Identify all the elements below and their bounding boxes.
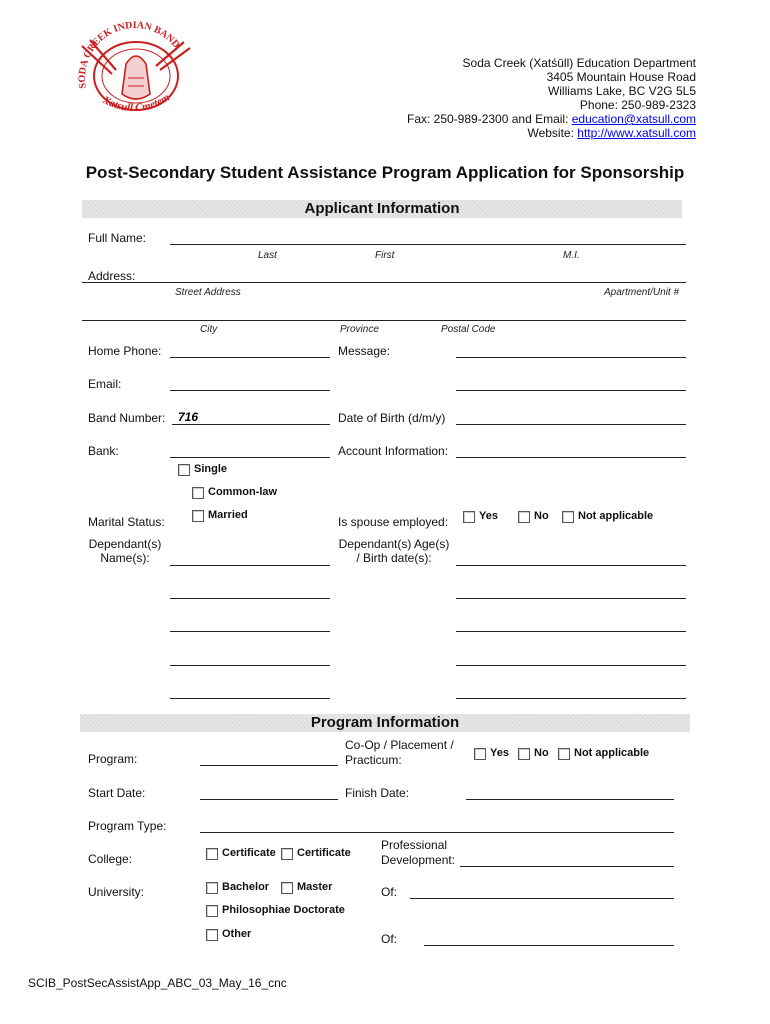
dependant-age-input-2[interactable]	[456, 583, 686, 599]
dependant-name-input-5[interactable]	[170, 683, 330, 699]
checkbox-icon	[562, 511, 574, 523]
checkbox-icon	[558, 748, 570, 760]
college-certificate-label-1: Certificate	[222, 847, 276, 859]
email-input[interactable]	[170, 375, 330, 391]
college-certificate-checkbox-1[interactable]	[206, 847, 276, 860]
finish-date-input[interactable]	[466, 784, 674, 800]
university-bachelor-checkbox[interactable]	[206, 881, 269, 894]
dependant-age-input-5[interactable]	[456, 683, 686, 699]
dependants-ages-label	[338, 537, 450, 565]
checkbox-icon	[518, 748, 530, 760]
coop-label	[345, 738, 454, 768]
dependant-name-input-2[interactable]	[170, 583, 330, 599]
program-section-header: Program Information	[80, 714, 690, 732]
email-label: Email:	[88, 377, 122, 391]
form-title: Post-Secondary Student Assistance Program Application for Sponsorship	[85, 163, 685, 182]
dependants-ages-label-line2: / Birth date(s):	[356, 551, 432, 565]
dependant-age-input-3[interactable]	[456, 616, 686, 632]
checkbox-icon	[474, 748, 486, 760]
dependant-name-input-1[interactable]	[170, 550, 330, 566]
spouse-employed-label: Is spouse employed:	[338, 515, 449, 529]
dependant-age-input-4[interactable]	[456, 650, 686, 666]
coop-label-line1: Co-Op / Placement /	[345, 738, 454, 752]
coop-na-label: Not applicable	[574, 747, 650, 759]
start-date-label: Start Date:	[88, 786, 146, 800]
account-input[interactable]	[456, 442, 686, 458]
checkbox-icon	[281, 882, 293, 894]
spouse-no-checkbox[interactable]	[518, 510, 549, 523]
street-address: 3405 Mountain House Road	[546, 70, 696, 84]
fax-line: Fax: 250-989-2300 and Email:	[406, 112, 572, 126]
message-input[interactable]	[456, 342, 686, 358]
university-label: University:	[88, 885, 145, 899]
university-master-label: Master	[297, 881, 333, 893]
spouse-yes-checkbox[interactable]	[463, 510, 498, 523]
logo-text-bottom: Xatsull Cmetem	[100, 91, 172, 115]
university-phd-label: Philosophiae Doctorate	[222, 904, 345, 916]
band-number-input[interactable]	[172, 409, 330, 425]
university-master-checkbox[interactable]	[281, 881, 332, 894]
start-date-input[interactable]	[200, 784, 338, 800]
university-phd-checkbox[interactable]	[206, 904, 345, 917]
university-other-label: Other	[222, 928, 252, 940]
message-extra-input[interactable]	[456, 375, 686, 391]
dependant-name-input-3[interactable]	[170, 616, 330, 632]
full-name-input[interactable]	[170, 229, 686, 245]
university-bachelor-label: Bachelor	[222, 881, 270, 893]
dob-input[interactable]	[456, 409, 686, 425]
marital-status-label: Marital Status:	[88, 515, 165, 529]
spouse-na-checkbox[interactable]	[562, 510, 653, 523]
checkbox-icon	[518, 511, 530, 523]
professional-development-label	[381, 838, 455, 868]
checkbox-icon	[192, 510, 204, 522]
bank-label: Bank:	[88, 444, 119, 458]
of-label-1: Of:	[381, 885, 398, 899]
street-address-caption: Street Address	[175, 287, 241, 298]
marital-married-checkbox[interactable]	[192, 509, 248, 522]
checkbox-icon	[206, 905, 218, 917]
apartment-caption: Apartment/Unit #	[604, 287, 680, 298]
contact-block	[407, 56, 696, 140]
dependants-names-label	[88, 537, 162, 565]
dependant-age-input-1[interactable]	[456, 550, 686, 566]
program-type-input[interactable]	[200, 817, 674, 833]
website-link[interactable]: http://www.xatsull.com	[577, 126, 696, 140]
last-name-caption: Last	[258, 250, 277, 261]
home-phone-input[interactable]	[170, 342, 330, 358]
city-province-postal-input[interactable]	[82, 305, 686, 321]
spouse-na-label: Not applicable	[578, 510, 654, 522]
dob-label: Date of Birth (d/m/y)	[338, 411, 446, 425]
full-name-label: Full Name:	[88, 231, 147, 245]
coop-yes-label: Yes	[490, 747, 509, 759]
first-name-caption: First	[375, 250, 395, 261]
coop-no-label: No	[534, 747, 549, 759]
coop-label-line2: Practicum:	[345, 753, 402, 767]
checkbox-icon	[206, 882, 218, 894]
dependant-name-input-4[interactable]	[170, 650, 330, 666]
account-label: Account Information:	[338, 444, 449, 458]
program-label: Program:	[88, 752, 138, 766]
message-label: Message:	[338, 344, 391, 358]
band-number-label: Band Number:	[88, 411, 166, 425]
professional-development-line2: Development:	[381, 853, 456, 867]
spouse-yes-label: Yes	[479, 510, 498, 522]
middle-initial-caption: M.I.	[563, 250, 580, 261]
street-address-input[interactable]	[82, 267, 686, 283]
home-phone-label: Home Phone:	[88, 344, 162, 358]
finish-date-label: Finish Date:	[345, 786, 410, 800]
checkbox-icon	[281, 848, 293, 860]
checkbox-icon	[178, 464, 190, 476]
bank-input[interactable]	[170, 442, 330, 458]
province-caption: Province	[340, 324, 379, 335]
phone-line: Phone: 250-989-2323	[579, 98, 696, 112]
marital-single-checkbox[interactable]	[178, 463, 227, 476]
marital-married-label: Married	[208, 509, 248, 521]
coop-na-checkbox[interactable]	[558, 747, 649, 760]
marital-common-law-checkbox[interactable]	[192, 486, 277, 499]
professional-development-input[interactable]	[460, 851, 674, 867]
marital-common-law-label: Common-law	[208, 486, 278, 498]
marital-single-label: Single	[194, 463, 228, 475]
program-input[interactable]	[200, 750, 338, 766]
city-caption: City	[200, 324, 218, 335]
spouse-no-label: No	[534, 510, 549, 522]
checkbox-icon	[192, 487, 204, 499]
professional-development-line1: Professional	[381, 838, 448, 852]
of-label-2: Of:	[381, 932, 398, 946]
city-address: Williams Lake, BC V2G 5L5	[547, 84, 696, 98]
band-logo	[72, 18, 197, 118]
college-certificate-checkbox-2[interactable]	[281, 847, 351, 860]
program-type-label: Program Type:	[88, 819, 167, 833]
college-certificate-label-2: Certificate	[297, 847, 351, 859]
university-of-input[interactable]	[410, 883, 674, 899]
postal-code-caption: Postal Code	[441, 324, 496, 335]
address-label: Address:	[88, 269, 136, 283]
checkbox-icon	[206, 848, 218, 860]
coop-yes-checkbox[interactable]	[474, 747, 509, 760]
dependants-names-label-line2: Name(s):	[100, 551, 150, 565]
checkbox-icon	[463, 511, 475, 523]
university-other-checkbox[interactable]	[206, 928, 251, 941]
checkbox-icon	[206, 929, 218, 941]
other-of-input[interactable]	[424, 930, 674, 946]
org-name: Soda Creek (Xatśūll) Education Department	[462, 56, 696, 70]
dependants-names-label-line1: Dependant(s)	[88, 537, 162, 551]
document-footer-id: SCIB_PostSecAssistApp_ABC_03_May_16_cnc	[28, 976, 287, 990]
email-link[interactable]: education@xatsull.com	[571, 112, 696, 126]
website-label: Website:	[527, 126, 578, 140]
applicant-section-header: Applicant Information	[82, 200, 682, 218]
coop-no-checkbox[interactable]	[518, 747, 549, 760]
logo-text-top: SODA CREEK INDIAN BAND	[76, 19, 182, 90]
college-label: College:	[88, 852, 133, 866]
dependants-ages-label-line1: Dependant(s) Age(s)	[338, 537, 450, 551]
